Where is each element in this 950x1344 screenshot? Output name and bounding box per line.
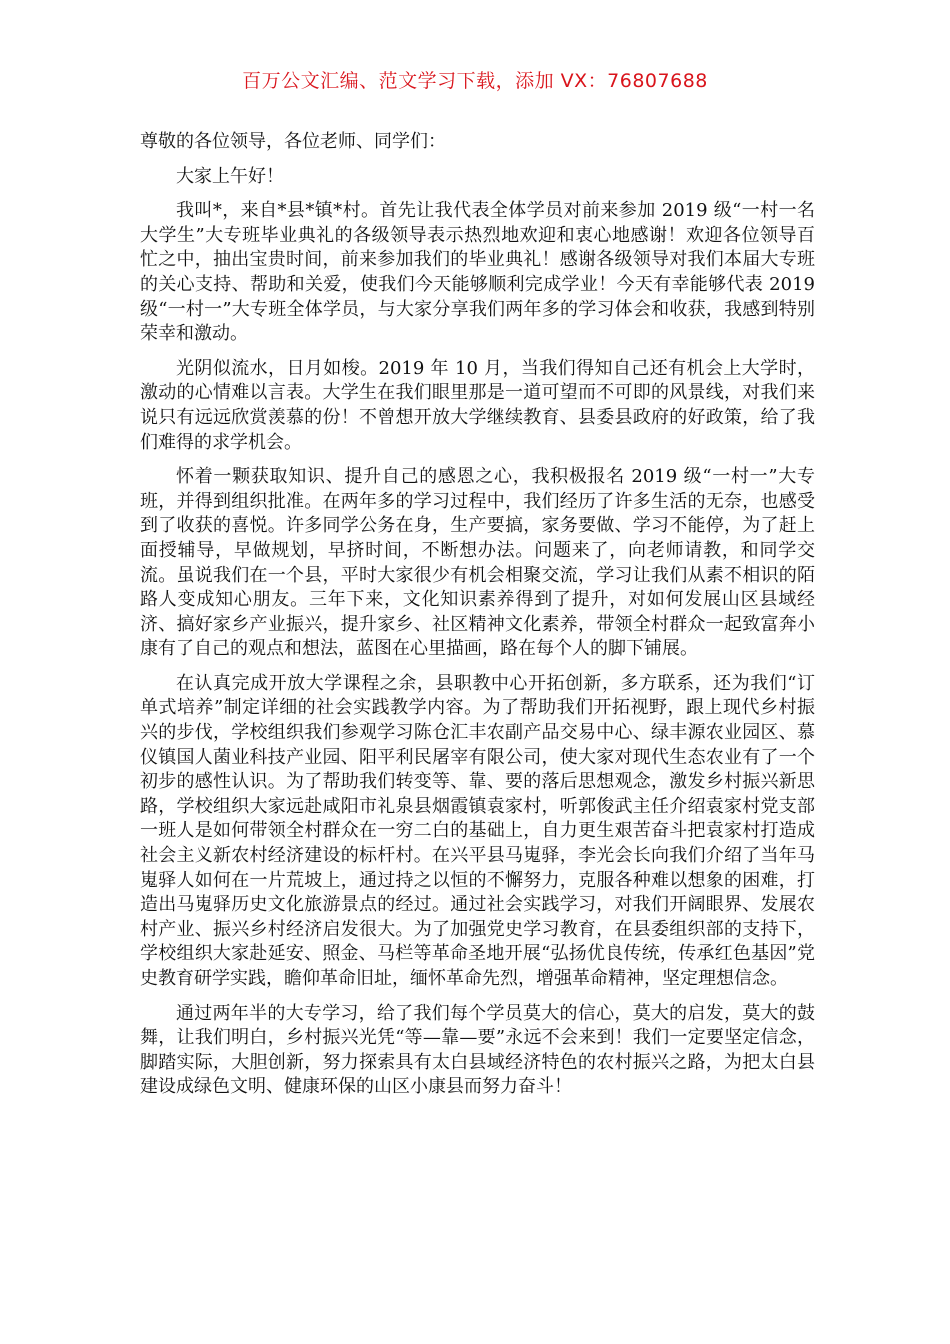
paragraph: 光阴似流水，日月如梭。2019 年 10 月，当我们得知自己还有机会上大学时，激动的心情难以言表。大学生在我们眼里那是一道可望而不可即的风景线，对我们来说只有远远欣赏羡慕的份！不曾想开放大学继续教育、县委县政府的好政策，给了我们难得的求学机会。 bbox=[140, 357, 815, 453]
paragraph: 在认真完成开放大学课程之余，县职教中心开拓创新，多方联系，还为我们“订单式培养”制定详细的社会实践教学内容。为了帮助我们开拓视野，跟上现代乡村振兴的步伐，学校组织我们参观学习陈仓汇丰农副产品交易中心、绿丰源农业园区、慕仪镇国人菌业科技产业园、阳平利民屠宰有限公司，使大家对现代生态农业有了一个初步的感性认识。为了帮助我们转变等、靠、要的落后思想观念，激发乡村振兴新思路，学校组织大家远赴咸阳市礼泉县烟霞镇袁家村，听郭俊武主任介绍袁家村党支部一班人是如何带领全村群众在一穷二白的基础上，自力更生艰苦奋斗把袁家村打造成社会主义新农村经济建设的标杆村。在兴平县马嵬驿，李光会长向我们介绍了当年马嵬驿人如何在一片荒坡上，通过持之以恒的不懈努力，克服各种难以想象的困难，打造出马嵬驿历史文化旅游景点的经过。通过社会实践学习，对我们开阔眼界、发展农村产业、振兴乡村经济启发很大。为了加强党史学习教育，在县委组织部的支持下，学校组织大家赴延安、照金、马栏等革命圣地开展“弘扬优良传统，传承红色基因”党史教育研学实践，瞻仰革命旧址，缅怀革命先烈，增强革命精神，坚定理想信念。 bbox=[140, 672, 815, 989]
salutation: 尊敬的各位领导，各位老师、同学们： bbox=[140, 131, 446, 152]
paragraph: 我叫*，来自*县*镇*村。首先让我代表全体学员对前来参加 2019 级“一村一名大学生”大专班毕业典礼的各级领导表示热烈地欢迎和衷心地感谢！欢迎各位领导百忙之中，抽出宝贵时间，前来参加我们的毕业典礼！感谢各级领导对我们本届大专班的关心支持、帮助和关爱，使我们今天能够顺利完成学业！今天有幸能够代表 2019 级“一村一”大专班全体学员，与大家分享我们两年多的学习体会和收获，我感到特别荣幸和激动。 bbox=[140, 200, 815, 345]
greeting: 大家上午好！ bbox=[176, 165, 284, 187]
paragraph: 通过两年半的大专学习，给了我们每个学员莫大的信心，莫大的启发，莫大的鼓舞，让我们明白，乡村振兴光凭“等—靠—要”永远不会来到！我们一定要坚定信念，脚踏实际，大胆创新，努力探索具有太白县域经济特色的农村振兴之路，为把太白县建设成绿色文明、健康环保的山区小康县而努力奋斗！ bbox=[140, 1002, 815, 1098]
document-body bbox=[140, 130, 815, 1110]
header-banner: 百万公文汇编、范文学习下载，添加 VX：76807688 bbox=[242, 70, 708, 92]
paragraph: 怀着一颗获取知识、提升自己的感恩之心，我积极报名 2019 级“一村一”大专班，并得到组织批准。在两年多的学习过程中，我们经历了许多生活的无奈，也感受到了收获的喜悦。许多同学公务在身，生产要搞，家务要做、学习不能停，为了赶上面授辅导，早做规划，早挤时间，不断想办法。问题来了，向老师请教，和同学交流。虽说我们在一个县，平时大家很少有机会相聚交流，学习让我们从素不相识的陌路人变成知心朋友。三年下来，文化知识素养得到了提升，对如何发展山区县域经济、搞好家乡产业振兴，提升家乡、社区精神文化素养，带领全村群众一起致富奔小康有了自己的观点和想法，蓝图在心里描画，路在每个人的脚下铺展。 bbox=[140, 466, 815, 660]
